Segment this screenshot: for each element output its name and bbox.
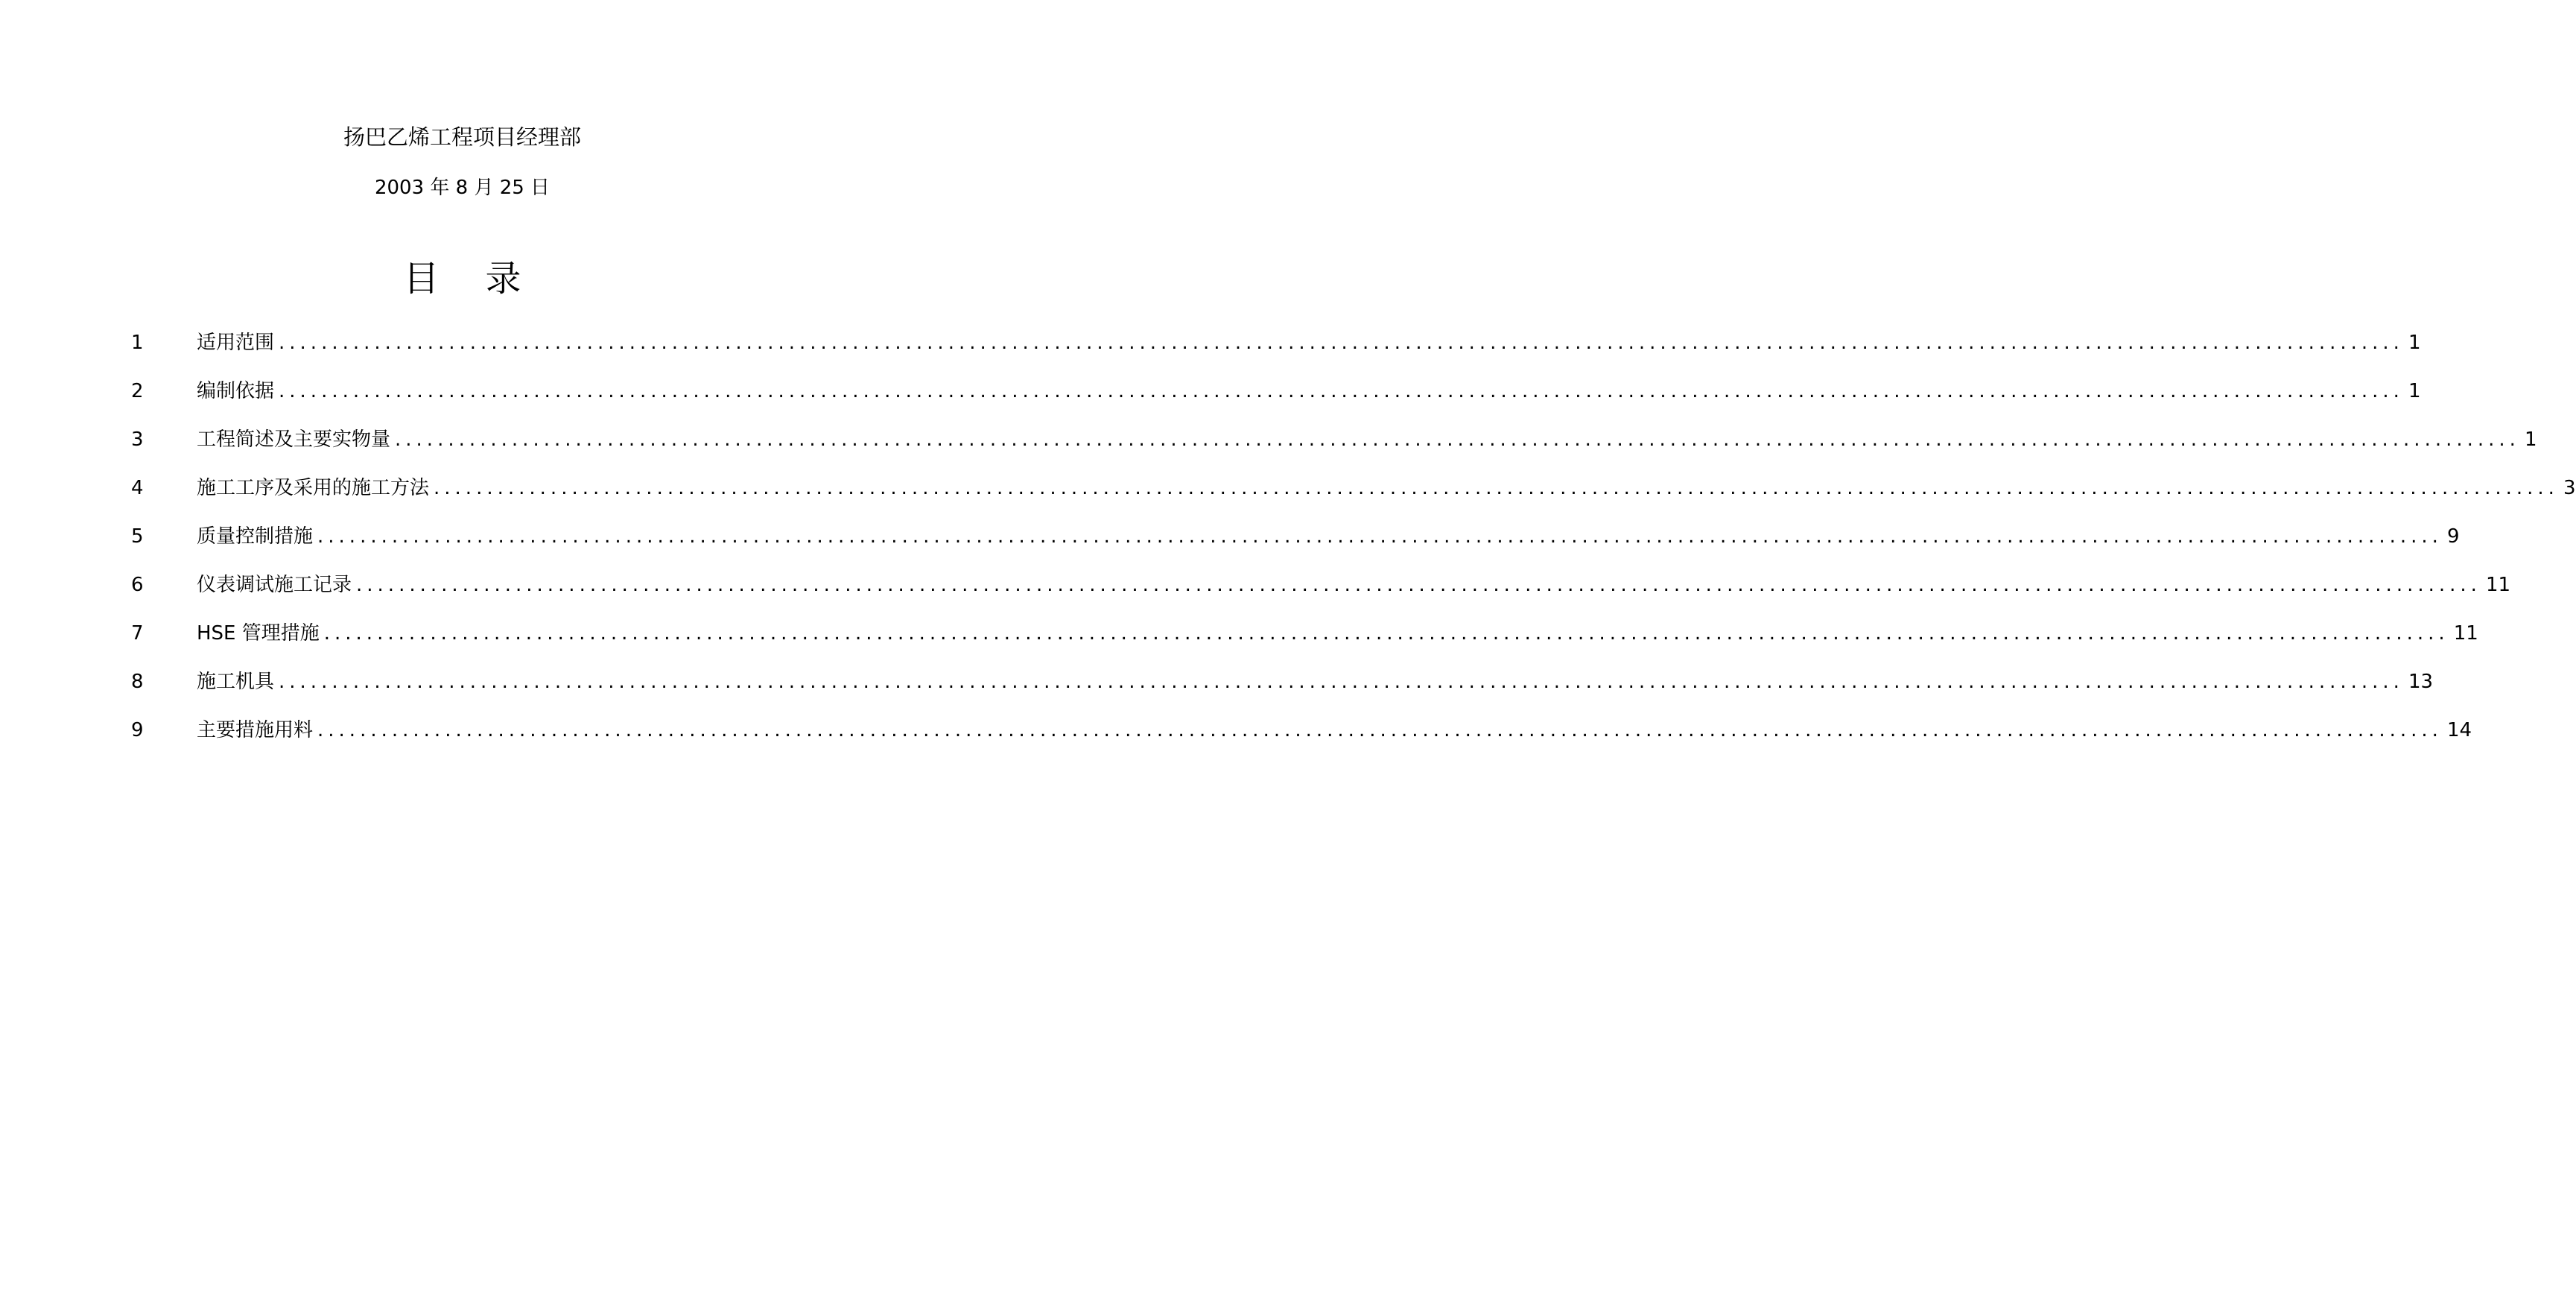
toc-entry-page: 11	[2453, 622, 2478, 645]
toc-entry-number: 3	[131, 428, 144, 451]
toc-title: 目录	[403, 258, 568, 300]
toc-entry-title: 仪表调试施工记录	[197, 574, 352, 596]
toc-entry-page: 1	[2408, 332, 2421, 354]
toc-entry[interactable]	[131, 376, 2421, 425]
toc-leader-dots: ........................................................................................................................................................................................................	[317, 525, 2443, 548]
toc-entry-number: 4	[131, 477, 144, 499]
toc-entry-number: 8	[131, 671, 144, 693]
toc-entry-title: 主要措施用料	[197, 719, 314, 741]
toc-entry-title: 编制依据	[197, 380, 275, 402]
toc-entry-page: 13	[2408, 671, 2434, 693]
toc-entry[interactable]	[131, 328, 2421, 376]
toc-entry-page: 9	[2446, 525, 2460, 548]
toc-leader-dots: ........................................................................................................................................................................................................	[395, 428, 2520, 451]
table-of-contents	[131, 328, 2576, 764]
toc-leader-dots: ........................................................................................................................................................................................................	[434, 477, 2559, 499]
toc-entry[interactable]	[131, 667, 2434, 715]
document-date: 2003 年 8 月 25 日	[374, 177, 551, 199]
toc-entry-title: 施工工序及采用的施工方法	[197, 477, 430, 499]
toc-entry[interactable]	[131, 522, 2460, 570]
toc-entry-title: 施工机具	[197, 671, 275, 693]
toc-leader-dots: ........................................................................................................................................................................................................	[279, 671, 2404, 693]
toc-entry-number: 9	[131, 719, 144, 741]
toc-entry-title: 工程简述及主要实物量	[197, 428, 391, 451]
toc-leader-dots: ........................................................................................................................................................................................................	[317, 719, 2443, 741]
toc-leader-dots: ........................................................................................................................................................................................................	[356, 574, 2481, 596]
toc-entry-page: 14	[2446, 719, 2472, 741]
toc-entry-number: 5	[131, 525, 144, 548]
toc-entry-title: 适用范围	[197, 332, 275, 354]
toc-entry-number: 2	[131, 380, 144, 402]
toc-entry[interactable]	[131, 425, 2537, 473]
toc-entry-title: HSE 管理措施	[197, 622, 320, 645]
toc-entry-number: 7	[131, 622, 144, 645]
toc-entry-page: 1	[2524, 428, 2537, 451]
organization-name: 扬巴乙烯工程项目经理部	[343, 124, 581, 150]
toc-entry-number: 1	[131, 332, 144, 354]
toc-entry[interactable]	[131, 715, 2472, 764]
toc-entry-title: 质量控制措施	[197, 525, 314, 548]
toc-leader-dots: ........................................................................................................................................................................................................	[279, 380, 2404, 402]
toc-entry-page: 1	[2408, 380, 2421, 402]
toc-leader-dots: ........................................................................................................................................................................................................	[279, 332, 2404, 354]
toc-entry-page: 3	[2563, 477, 2576, 499]
toc-entry-page: 11	[2485, 574, 2511, 596]
toc-entry[interactable]	[131, 473, 2576, 522]
toc-entry[interactable]	[131, 618, 2478, 667]
toc-entry[interactable]	[131, 570, 2511, 618]
toc-entry-number: 6	[131, 574, 144, 596]
toc-leader-dots: ........................................................................................................................................................................................................	[323, 622, 2449, 645]
